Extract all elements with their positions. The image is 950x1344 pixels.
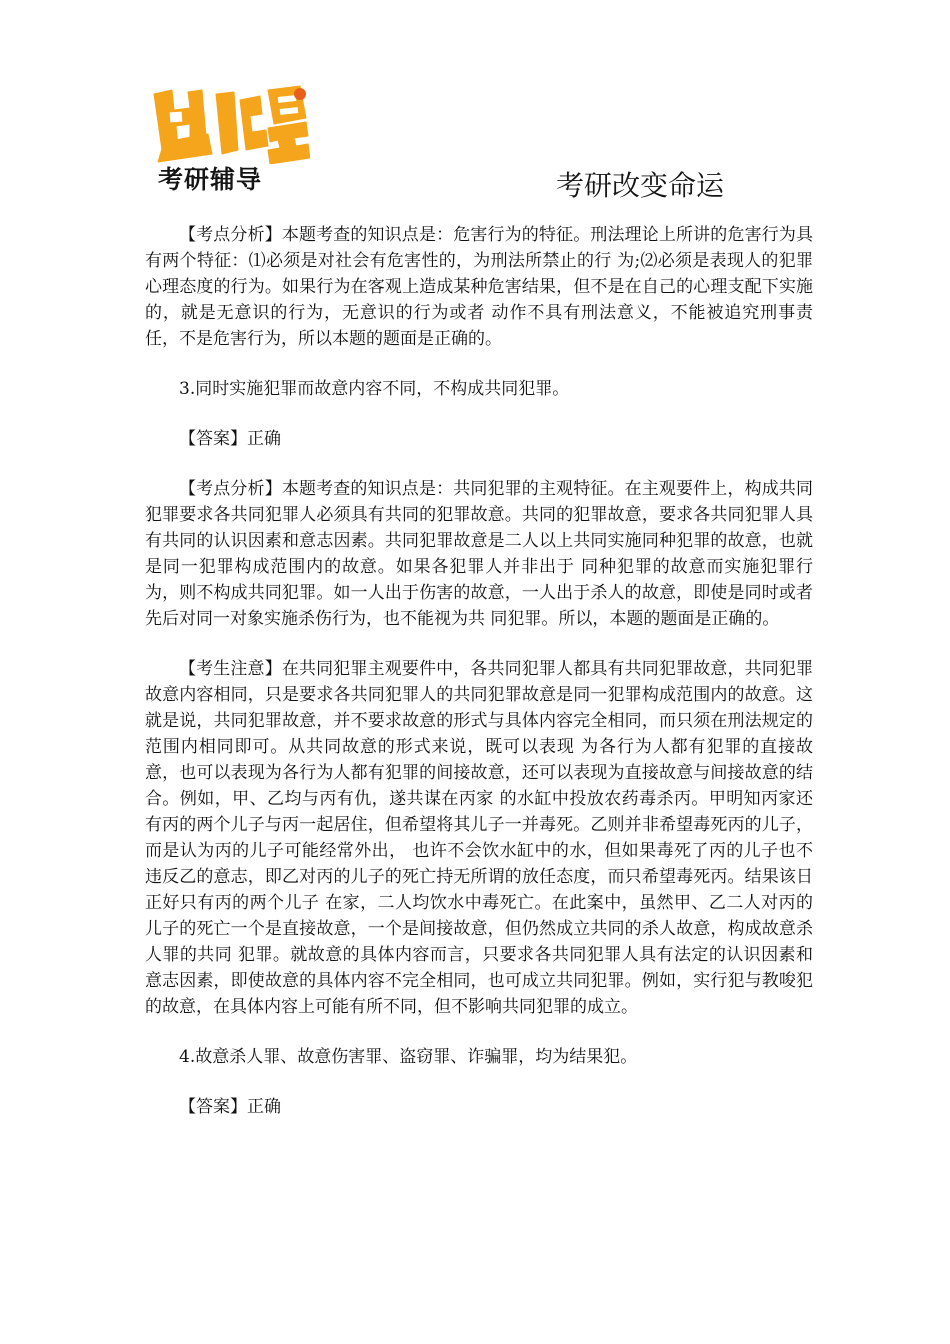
answer-3: 【答案】正确 <box>179 429 281 449</box>
kaicheng-logo-mark <box>150 84 310 164</box>
note-paragraph: 【考生注意】在共同犯罪主观要件中，各共同犯罪人都具有共同犯罪故意，共同犯罪故意内容相同，只是要求各共同犯罪人的共同犯罪故意是同一犯罪构成范围内的故意。这就是说，共同犯罪故意，并不要求故意的形式与具体内容完全相同，而只须在刑法规定的范围内相同即可。从共同故意的形式来说，既可以表现 为各行为人都有犯罪的直接故意，也可以表现为各行为人都有犯罪的间接故意，还可以表现为直接故意与间接故意的结合。例如，甲、乙均与丙有仇，遂共谋在丙家 的水缸中投放农药毒杀丙。甲明知丙家还有丙的两个儿子与丙一起居住，但希望将其儿子一并毒死。乙则并非希望毒死丙的儿子，而是认为丙的儿子可能经常外出， 也许不会饮水缸中的水，但如果毒死了丙的儿子也不违反乙的意志，即乙对丙的儿子的死亡持无所谓的放任态度，而只希望毒死丙。结果该日正好只有丙的两个儿子 在家，二人均饮水中毒死亡。在此案中，虽然甲、乙二人对丙的儿子的死亡一个是直接故意，一个是间接故意，但仍然成立共同的杀人故意，构成故意杀人罪的共同 犯罪。就故意的具体内容而言，只要求各共同犯罪人具有法定的认识因素和意志因素，即使故意的具体内容不完全相同，也可成立共同犯罪。例如，实行犯与教唆犯 的故意，在具体内容上可能有所不同，但不影响共同犯罪的成立。 <box>145 659 813 1017</box>
answer-4: 【答案】正确 <box>179 1097 281 1117</box>
header-slogan: 考研改变命运 <box>556 169 725 202</box>
question-4: 4.故意杀人罪、故意伤害罪、盗窃罪、诈骗罪，均为结果犯。 <box>179 1047 638 1067</box>
analysis-paragraph-1: 【考点分析】本题考查的知识点是：危害行为的特征。刑法理论上所讲的危害行为具有两个特征：⑴必须是对社会有危害性的，为刑法所禁止的行 为;⑵必须是表现人的犯罪心理态度的行为。如果行为在客观上造成某种危害结果，但不是在自己的心理支配下实施的，就是无意识的行为，无意识的行为或者 动作不具有刑法意义，不能被追究刑事责任，不是危害行为，所以本题的题面是正确的。 <box>145 225 813 349</box>
logo-subtitle: 考研辅导 <box>158 165 263 194</box>
question-3: 3.同时实施犯罪而故意内容不同，不构成共同犯罪。 <box>179 379 570 399</box>
kaicheng-logo <box>150 84 310 196</box>
document-body <box>145 222 813 1144</box>
analysis-paragraph-2: 【考点分析】本题考查的知识点是：共同犯罪的主观特征。在主观要件上，构成共同犯罪要求各共同犯罪人必须具有共同的犯罪故意。共同的犯罪故意，要求各共同犯罪人具有共同的认识因素和意志因素。共同犯罪故意是二人以上共同实施同种犯罪的故意，也就是同一犯罪构成范围内的故意。如果各犯罪人并非出于 同种犯罪的故意而实施犯罪行为，则不构成共同犯罪。如一人出于伤害的故意，一人出于杀人的故意，即使是同时或者先后对同一对象实施杀伤行为，也不能视为共 同犯罪。所以，本题的题面是正确的。 <box>145 479 813 629</box>
